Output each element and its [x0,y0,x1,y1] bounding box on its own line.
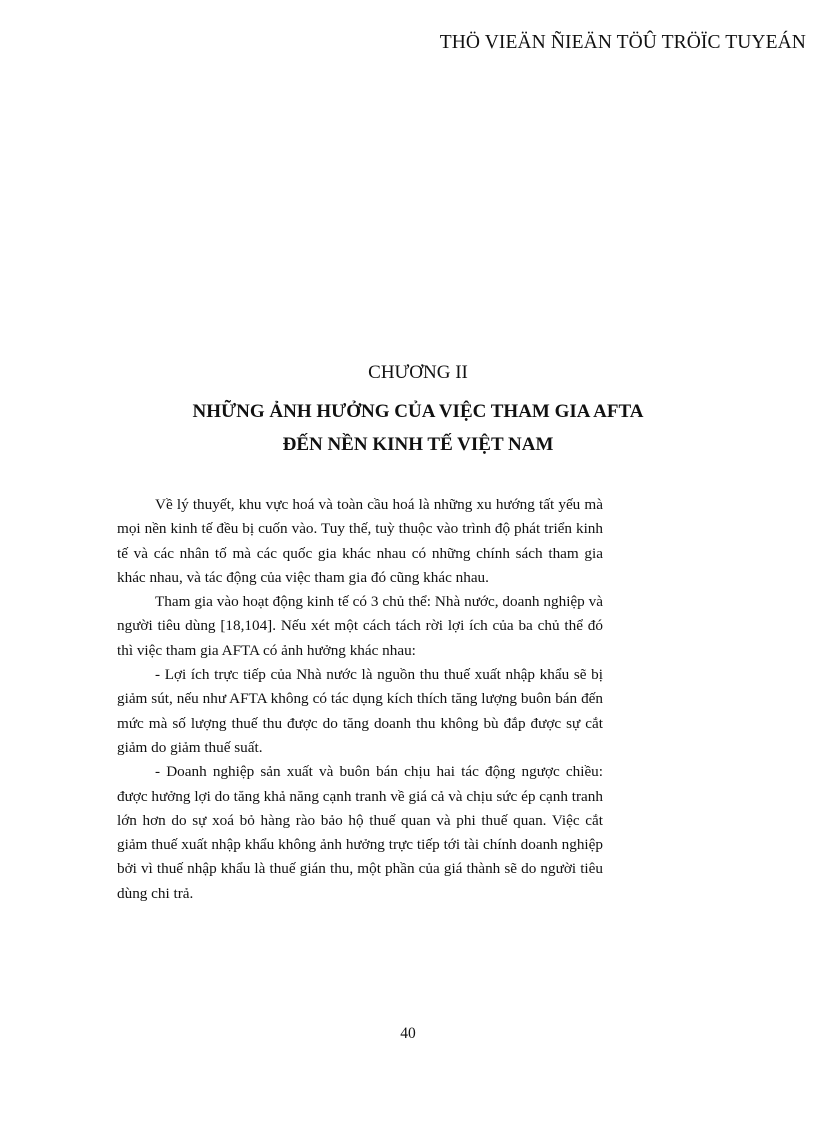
chapter-title-line-2: ĐẾN NỀN KINH TẾ VIỆT NAM [282,434,554,455]
paragraph-enterprise-impact: - Doanh nghiệp sản xuất và buôn bán chịu hai tác động ngược chiều: được hưởng lợi do tăng khả năng cạnh tranh về giá cả và chịu sức ép cạnh tranh lớn hơn do sự xoá bỏ hàng rào bảo hộ thuế quan và phi thuế quan. Việc cắt giảm thuế xuất nhập khẩu không ảnh hưởng trực tiếp tới tài chính doanh nghiệp bởi vì thuế nhập khẩu là thuế gián thu, một phần của giá thành sẽ do người tiêu dùng chi trả. [117,763,603,902]
paragraph-intro: Về lý thuyết, khu vực hoá và toàn cầu hoá là những xu hướng tất yếu mà mọi nền kinh tế đều bị cuốn vào. Tuy thế, tuỳ thuộc vào trình độ phát triển kinh tế và các nhân tố mà các quốc gia khác nhau có những chính sách tham gia khác nhau, và tác động của việc tham gia đó cũng khác nhau. [117,496,603,586]
running-header: THÖ VIEÄN ÑIEÄN TÖÛ TRÖÏC TUYEÁN [439,32,806,53]
chapter-label: CHƯƠNG II [368,362,468,383]
chapter-title-line-1: NHỮNG ẢNH HƯỞNG CỦA VIỆC THAM GIA AFTA [192,401,644,422]
paragraph-state-benefit: - Lợi ích trực tiếp của Nhà nước là nguồn thu thuế xuất nhập khẩu sẽ bị giảm sút, nếu như AFTA không có tác dụng kích thích tăng lượng buôn bán đến mức mà số lượng thuế thu được do tăng doanh thu không bù đắp được sự cắt giảm do giảm thuế suất. [117,666,603,756]
page-number: 40 [400,1025,416,1042]
body-text [117,493,603,906]
paragraph-actors: Tham gia vào hoạt động kinh tế có 3 chủ thể: Nhà nước, doanh nghiệp và người tiêu dùng [18,104]. Nếu xét một cách tách rời lợi ích của ba chủ thể đó thì việc tham gia AFTA có ảnh hưởng khác nhau: [117,593,603,659]
